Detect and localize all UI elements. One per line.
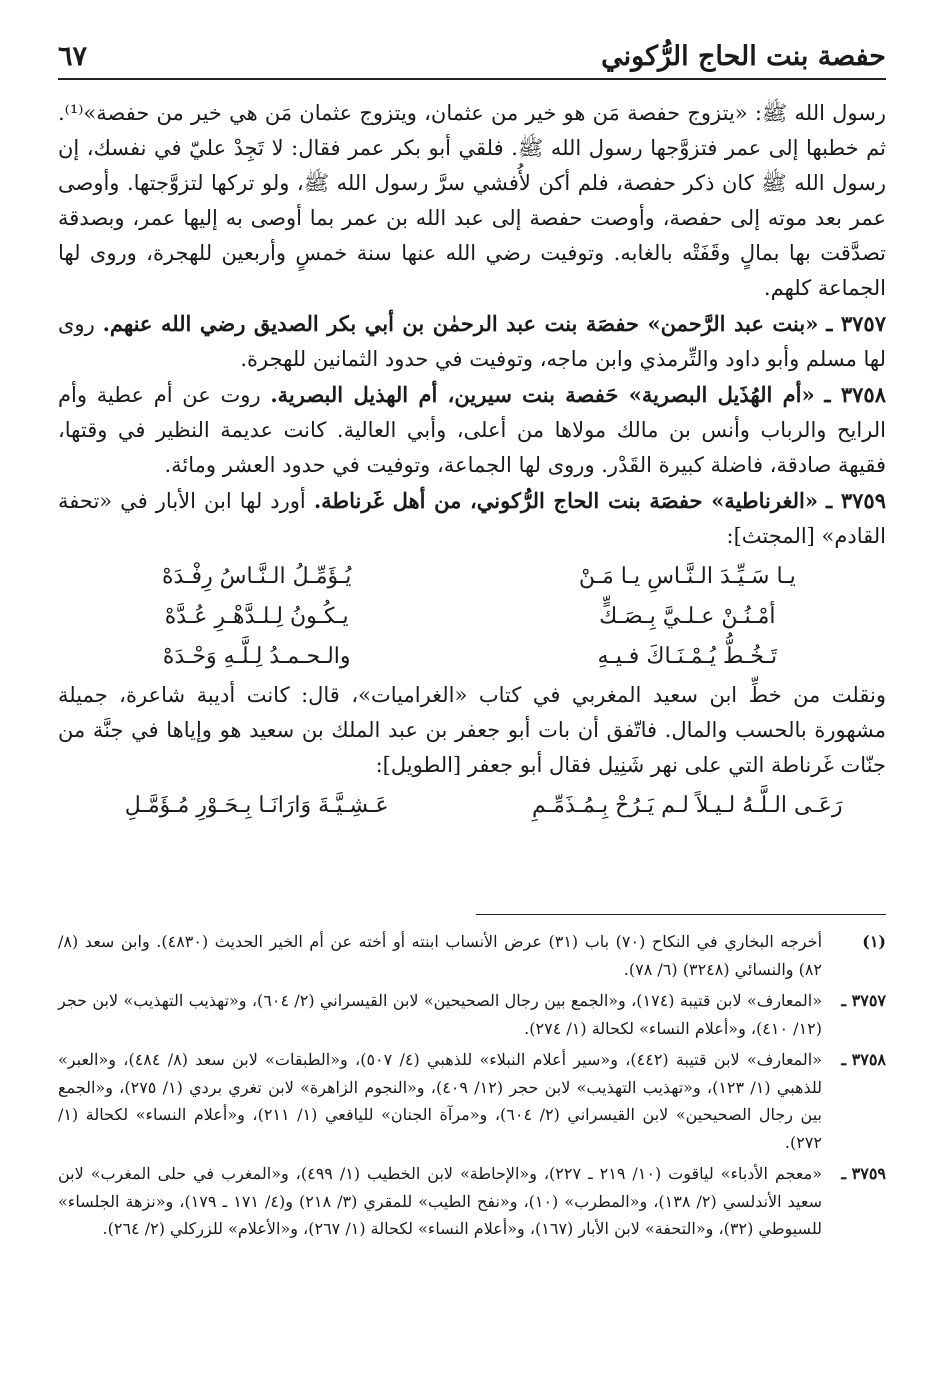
footnote-text: «المعارف» لابن قتيبة (٤٤٢)، و«سير أعلام النبلاء» للذهبي (٤/ ٥٠٧)، و«الطبقات» لابن سعد (٨/ ٤٨٤)، و«العبر» للذهبي (١/ ١٢٣)، و«تهذيب التهذيب» لابن حجر (١٢/ ٤٠٩)، و«النجوم الزاهرة» لابن تغري بردي (١/ ٢٧٥)، و«الجمع بين رجال الصحيحين» لابن القيسراني (٢/ ٦٠٤)، و«مرآة الجنان» لليافعي (١/ ٢١١)، و«أعلام النساء» لكحالة (١/ ٢٧٢).	[58, 1050, 823, 1152]
verse-first-hemistich: أمْـنُـنْ عـلـيَّ بِـصَـكٍّ	[599, 603, 776, 629]
poem-verse	[58, 636, 886, 676]
entry-number: ٣٧٥٩ ـ	[826, 488, 886, 513]
verse-first-hemistich: يـا سَـيِّـدَ الـنَّـاسِ يـا مَـنْ	[578, 563, 796, 589]
verse-second-hemistich: عَـشِـيَّـةَ وَارَانَـا بِـحَـوْرِ مُـؤَمَّـلِ	[124, 792, 389, 818]
main-text	[58, 96, 886, 827]
footnote	[58, 987, 886, 1042]
entry-text: روت عن أم عطية وأم الرايح والرباب وأنس بن مالك مولاها من أعلى، وأبي العالية. كانت عديمة النظير في وقتها، فقيهة صادقة، فاضلة كبيرة القَدْر. وروى لها الجماعة، وتوفيت في حدود العشر ومائة.	[58, 383, 886, 477]
poem-verse	[58, 556, 886, 596]
entry-number: ٣٧٥٧ ـ	[826, 311, 886, 336]
poem-block-2	[58, 785, 886, 825]
entry-text: أورد لها ابن الأبار في «تحفة القادم» [المجتث]:	[58, 489, 886, 548]
entry-number: ٣٧٥٨ ـ	[824, 382, 886, 407]
intro-paragraph: رسول الله ﷺ: «يتزوج حفصة مَن هو خير من عثمان، ويتزوج عثمان مَن هي خير من حفصة»⁽¹⁾. ثم خطبها إلى عمر فتزوَّجها رسول الله ﷺ. فلقي أبو بكر عمر فقال: لا تَجِدْ عليّ في نفسك، إن رسول الله ﷺ كان ذكر حفصة، فلم أكن لأُفشي سرَّ رسول الله ﷺ، ولو تركها لتزوَّجتها. وأوصى عمر بعد موته إلى حفصة، وأوصت حفصة إلى عبد الله بن عمر بما أوصى به إليها عمر، وبصدقة تصدَّقت بها بمالٍ وقَفَتْه بالغابه. وتوفيت رضي الله عنها سنة خمسٍ وأربعين للهجرة، وروى لها الجماعة كلهم.	[58, 101, 886, 300]
running-title: حفصة بنت الحاج الرُّكوني	[601, 41, 886, 72]
poem-verse	[58, 596, 886, 636]
poem-block	[58, 556, 886, 676]
entry-3759	[58, 483, 886, 554]
footnote	[58, 1046, 886, 1156]
footnote-ref: ٣٧٥٧ ـ	[841, 991, 886, 1010]
verse-second-hemistich: يُـؤَمِّـلُ الـنَّـاسُ رِفْـدَهْ	[162, 563, 352, 589]
footnote-text: «المعارف» لابن قتيبة (١٧٤)، و«الجمع بين رجال الصحيحين» لابن القيسراني (٢/ ٦٠٤)، و«تهذيب التهذيب» لابن حجر (١٢/ ٤١٠)، و«أعلام النساء» لكحالة (١/ ٢٧٤).	[58, 991, 823, 1038]
verse-first-hemistich: رَعَـى الـلَّـهُ لـيـلاً لـم يَـرُحْ بِـمُـذَمِّـمِ	[532, 792, 843, 818]
entry-heading: «بنت عبد الرَّحمن» حفصَة بنت عبد الرحمٰن بن أبي بكر الصديق رضي الله عنهم.	[102, 311, 819, 336]
entry-text: روى لها مسلم وأبو داود والتِّرمذي وابن ماجه، وتوفيت في حدود الثمانين للهجرة.	[58, 312, 886, 371]
footnote-separator	[476, 914, 886, 915]
verse-second-hemistich: يـكُـونُ لِـلـدَّهْـرِ عُـدَّهْ	[164, 603, 349, 629]
footnote-ref: ٣٧٥٨ ـ	[841, 1050, 886, 1069]
footnote	[58, 1160, 886, 1243]
verse-second-hemistich: والـحـمـدُ لِـلَّـهِ وَحْـدَهْ	[162, 643, 351, 669]
entry-3758	[58, 377, 886, 483]
footnote-ref: ٣٧٥٩ ـ	[841, 1164, 886, 1183]
page-number: ٦٧	[58, 41, 88, 72]
page-header	[58, 28, 886, 80]
entry-heading: «الغرناطية» حفصَة بنت الحاج الرُّكوني، من أهل غَرناطة.	[313, 488, 818, 513]
footnotes	[58, 928, 886, 1247]
entry-3757	[58, 306, 886, 377]
after-poem-paragraph: ونقلت من خطِّ ابن سعيد المغربي في كتاب «الغراميات»، قال: كانت أديبة شاعرة، جميلة مشهورة بالحسب والمال. فاتّفق أن بات أبو جعفر بن عبد الملك بن سعيد هو وإياها في جنَّة من جنّات غَرناطة التي على نهر شَنِيل فقال أبو جعفر [الطويل]:	[58, 683, 886, 777]
poem-verse	[58, 785, 886, 825]
footnote	[58, 928, 886, 983]
footnote-text: «معجم الأدباء» لياقوت (١٠/ ٢١٩ ـ ٢٢٧)، و«الإحاطة» لابن الخطيب (١/ ٤٩٩)، و«المغرب في حلى المغرب» لابن سعيد الأندلسي (٢/ ١٣٨)، و«المطرب» (١٠)، و«نفح الطيب» للمقري (٣/ ٢١٨) و(٤/ ١٧١ ـ ١٧٩)، و«نزهة الجلساء» للسيوطي (٣٢)، و«التحفة» لابن الأبار (١٦٧)، و«أعلام النساء» لكحالة (١/ ٢٦٧)، و«الأعلام» للزركلي (٢/ ٢٦٤).	[58, 1164, 823, 1238]
footnote-ref: (١)	[862, 932, 886, 951]
entry-heading: «أم الهُذَيل البصرية» حَفصة بنت سيرين، أم الهذيل البصرية.	[270, 382, 815, 407]
footnote-text: أخرجه البخاري في النكاح (٧٠) باب (٣١) عرض الأنساب ابنته أو أخته عن أم الخير الحديث (٤٨٣٠). وابن سعد (٨/ ٨٢) والنسائي (٣٢٤٨) (٦/ ٧٨).	[58, 932, 823, 979]
verse-first-hemistich: تَـخُـطُّ يُـمْـنَـاكَ فـيـهِ	[597, 643, 778, 669]
